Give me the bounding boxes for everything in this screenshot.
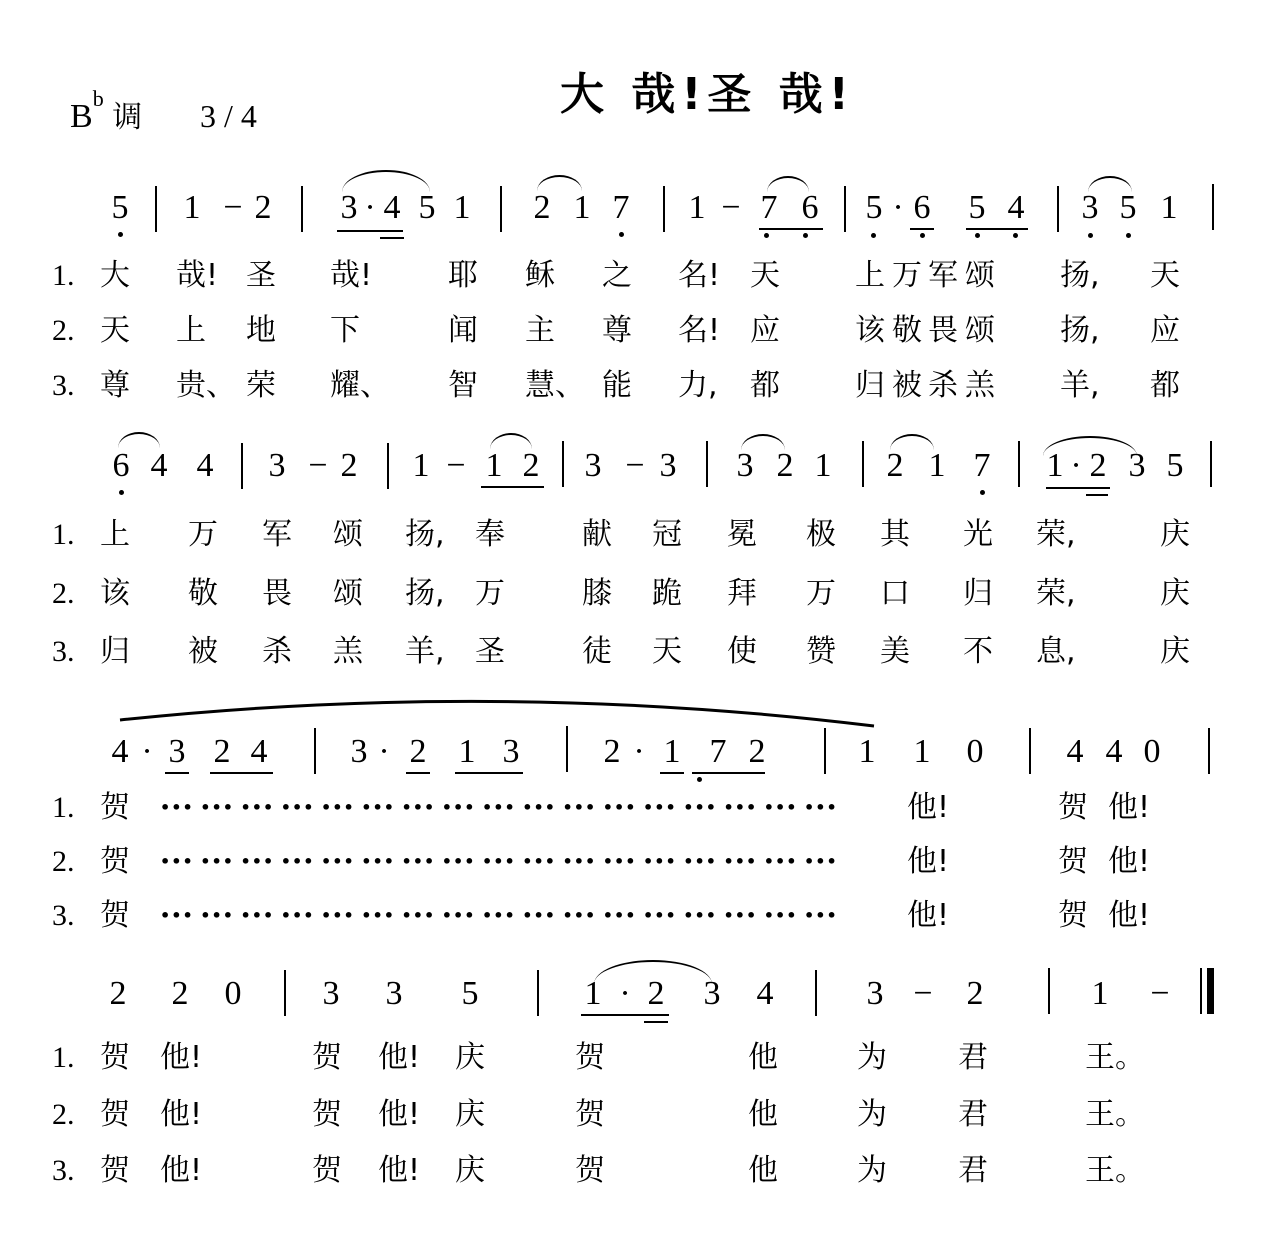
lyric: 军 <box>262 517 292 552</box>
underline <box>406 772 430 774</box>
barline <box>824 728 826 774</box>
lyric: 畏 <box>262 576 292 611</box>
lyric: 贺 <box>100 844 130 879</box>
lyric: 下 <box>330 313 360 348</box>
lyric: 王。 <box>1085 1153 1145 1188</box>
lyric: 为 <box>857 1040 887 1075</box>
underline <box>644 1021 668 1023</box>
lyric: 上 <box>855 258 885 293</box>
dot-augment: · <box>633 733 645 770</box>
underline <box>692 772 765 774</box>
lyric: 君 <box>958 1153 988 1188</box>
note: 5 <box>1119 189 1137 226</box>
lyric: 圣 <box>246 258 276 293</box>
note: 6 <box>801 189 819 226</box>
lyric: 万 <box>892 258 922 293</box>
lyric: 稣 <box>525 258 555 293</box>
lyric: 荣, <box>1036 576 1076 611</box>
note: 2 <box>647 975 665 1012</box>
verse-number: 1. <box>52 1041 75 1074</box>
low-octave-dot <box>920 233 925 238</box>
lyric: 颂 <box>333 517 363 552</box>
note: 2 <box>409 733 427 770</box>
barline <box>314 728 316 774</box>
lyric: 耶 <box>448 258 478 293</box>
note: 3 <box>168 733 186 770</box>
verse-number: 2. <box>52 577 75 610</box>
underline <box>455 772 523 774</box>
barline <box>1018 441 1020 487</box>
lyric: 庆 <box>1160 576 1190 611</box>
underline <box>910 228 934 230</box>
note: 1 <box>1160 189 1178 226</box>
note: 4 <box>111 733 129 770</box>
melisma-dots: ••• ••• ••• ••• ••• ••• ••• ••• ••• ••• ••• ••• ••• ••• ••• ••• ••• <box>160 852 838 871</box>
lyric: 献 <box>582 517 612 552</box>
lyric: 贵、 <box>176 368 236 403</box>
lyric: 其 <box>880 517 910 552</box>
low-octave-dot <box>619 232 624 237</box>
key-suffix: 调 <box>112 100 143 135</box>
note: 1 <box>573 189 591 226</box>
note: 2 <box>603 733 621 770</box>
note: 4 <box>150 447 168 484</box>
note: 6 <box>112 447 130 484</box>
note: 1 <box>584 975 602 1012</box>
barline <box>301 186 303 232</box>
underline <box>1046 487 1110 489</box>
lyric: 杀 <box>262 634 292 669</box>
low-octave-dot <box>1088 233 1093 238</box>
note: 3 <box>322 975 340 1012</box>
verse-number: 1. <box>52 259 75 292</box>
underline <box>380 237 404 239</box>
melisma-dots: ••• ••• ••• ••• ••• ••• ••• ••• ••• ••• ••• ••• ••• ••• ••• ••• ••• <box>160 798 838 817</box>
note: 3 <box>1128 447 1146 484</box>
note: 3 <box>659 447 677 484</box>
lyric: 荣, <box>1036 517 1076 552</box>
lyric: 主 <box>525 313 555 348</box>
note: 3 <box>866 975 884 1012</box>
note: 2 <box>776 447 794 484</box>
underline <box>759 228 823 230</box>
lyric: 庆 <box>455 1097 485 1132</box>
lyric: 天 <box>100 313 130 348</box>
lyric: 贺 <box>312 1097 342 1132</box>
lyric: 庆 <box>1160 634 1190 669</box>
lyric: 他! <box>907 790 950 825</box>
dot-augment: · <box>141 733 153 770</box>
note: 6 <box>913 189 931 226</box>
lyric: 贺 <box>312 1040 342 1075</box>
note: 2 <box>340 447 358 484</box>
note: 1 <box>183 189 201 226</box>
low-octave-dot <box>803 233 808 238</box>
lyric: 君 <box>958 1097 988 1132</box>
note: 7 <box>612 189 630 226</box>
lyric: 他! <box>378 1153 421 1188</box>
lyric: 被 <box>892 368 922 403</box>
note: 3 <box>584 447 602 484</box>
lyric: 颂 <box>333 576 363 611</box>
note: 7 <box>973 447 991 484</box>
note: 1 <box>688 189 706 226</box>
lyric: 贺 <box>575 1153 605 1188</box>
lyric: 他! <box>378 1040 421 1075</box>
barline <box>500 186 502 232</box>
lyric: 万 <box>475 576 505 611</box>
rest: 0 <box>1143 733 1161 770</box>
lyric: 闻 <box>448 313 478 348</box>
note: 5 <box>461 975 479 1012</box>
lyric: 羔 <box>333 634 363 669</box>
low-octave-dot <box>975 233 980 238</box>
lyric: 归 <box>855 368 885 403</box>
lyric: 上 <box>176 313 206 348</box>
verse-number: 2. <box>52 1098 75 1131</box>
lyric: 贺 <box>100 790 130 825</box>
note: 7 <box>760 189 778 226</box>
lyric: 哉! <box>176 258 219 293</box>
verse-number: 3. <box>52 899 75 932</box>
lyric: 他! <box>160 1153 203 1188</box>
lyric: 他! <box>378 1097 421 1132</box>
lyric: 之 <box>602 258 632 293</box>
barline <box>1048 968 1050 1014</box>
underline <box>481 486 544 488</box>
barline <box>562 441 564 487</box>
note: 4 <box>250 733 268 770</box>
lyric: 贺 <box>312 1153 342 1188</box>
lyric: 敬 <box>188 576 218 611</box>
lyric: 羔 <box>965 368 995 403</box>
lyric: 杀 <box>928 368 958 403</box>
note: 4 <box>1105 733 1123 770</box>
note: 4 <box>196 447 214 484</box>
dash: − <box>223 189 243 226</box>
lyric: 王。 <box>1085 1040 1145 1075</box>
lyric: 王。 <box>1085 1097 1145 1132</box>
lyric: 他 <box>748 1040 778 1075</box>
lyric: 不 <box>963 634 993 669</box>
note: 2 <box>1089 447 1107 484</box>
lyric: 为 <box>857 1153 887 1188</box>
note: 1 <box>858 733 876 770</box>
verse-number: 1. <box>52 791 75 824</box>
barline <box>566 726 568 772</box>
note: 5 <box>111 189 129 226</box>
verse-number: 2. <box>52 845 75 878</box>
lyric: 庆 <box>1160 517 1190 552</box>
barline <box>663 186 665 232</box>
lyric: 荣 <box>246 368 276 403</box>
lyric: 贺 <box>1058 844 1088 879</box>
note: 2 <box>533 189 551 226</box>
barline <box>155 186 157 232</box>
lyric: 羊, <box>405 634 445 669</box>
low-octave-dot <box>119 490 124 495</box>
note: 3 <box>502 733 520 770</box>
note: 3 <box>1081 189 1099 226</box>
lyric: 冕 <box>727 517 757 552</box>
barline <box>844 186 846 232</box>
barline <box>1029 728 1031 774</box>
verse-number: 3. <box>52 369 75 402</box>
lyric: 颂 <box>965 313 995 348</box>
underline <box>660 772 684 774</box>
barline <box>387 443 389 489</box>
note: 1 <box>814 447 832 484</box>
note: 2 <box>886 447 904 484</box>
lyric: 上 <box>100 517 130 552</box>
note: 3 <box>340 189 358 226</box>
note: 1 <box>412 447 430 484</box>
note: 3 <box>350 733 368 770</box>
lyric: 应 <box>750 313 780 348</box>
lyric: 他! <box>1108 898 1151 933</box>
rest: 0 <box>966 733 984 770</box>
dash: − <box>1150 975 1170 1012</box>
lyric: 息, <box>1036 634 1076 669</box>
underline <box>1086 494 1108 496</box>
note: 1 <box>928 447 946 484</box>
note: 2 <box>522 447 540 484</box>
dot-augment: · <box>1070 447 1082 484</box>
lyric: 贺 <box>100 1153 130 1188</box>
lyric: 他! <box>160 1097 203 1132</box>
lyric: 君 <box>958 1040 988 1075</box>
lyric: 归 <box>963 576 993 611</box>
long-slur <box>118 690 878 730</box>
note: 7 <box>709 733 727 770</box>
lyric: 天 <box>652 634 682 669</box>
lyric: 尊 <box>100 368 130 403</box>
lyric: 大 <box>100 258 130 293</box>
verse-number: 3. <box>52 1154 75 1187</box>
note: 2 <box>109 975 127 1012</box>
lyric: 冠 <box>652 517 682 552</box>
lyric: 他! <box>907 844 950 879</box>
lyric: 庆 <box>455 1153 485 1188</box>
dot-augment: · <box>378 733 390 770</box>
note: 4 <box>1066 733 1084 770</box>
lyric: 颂 <box>965 258 995 293</box>
lyric: 贺 <box>575 1040 605 1075</box>
lyric: 他! <box>160 1040 203 1075</box>
note: 1 <box>458 733 476 770</box>
barline <box>815 970 817 1016</box>
dash: − <box>913 975 933 1012</box>
note: 2 <box>966 975 984 1012</box>
lyric: 他 <box>748 1097 778 1132</box>
note: 5 <box>968 189 986 226</box>
note: 1 <box>1091 975 1109 1012</box>
lyric: 使 <box>727 634 757 669</box>
note: 1 <box>1046 447 1064 484</box>
low-octave-dot <box>1126 233 1131 238</box>
underline <box>165 772 189 774</box>
underline <box>337 230 403 232</box>
lyric: 光 <box>963 517 993 552</box>
melisma-dots: ••• ••• ••• ••• ••• ••• ••• ••• ••• ••• ••• ••• ••• ••• ••• ••• ••• <box>160 906 838 925</box>
barline <box>537 970 539 1016</box>
underline <box>581 1014 669 1016</box>
note: 5 <box>865 189 883 226</box>
note: 4 <box>383 189 401 226</box>
note: 3 <box>703 975 721 1012</box>
lyric: 能 <box>602 368 632 403</box>
lyric: 跪 <box>652 576 682 611</box>
lyric: 智 <box>448 368 478 403</box>
barline <box>284 970 286 1016</box>
underline <box>210 772 273 774</box>
note: 3 <box>385 975 403 1012</box>
dash: − <box>308 447 328 484</box>
lyric: 地 <box>246 313 276 348</box>
dot-augment: · <box>619 975 631 1012</box>
lyric: 尊 <box>602 313 632 348</box>
key-letter: B <box>70 98 93 135</box>
lyric: 他! <box>1108 844 1151 879</box>
lyric: 万 <box>806 576 836 611</box>
lyric: 万 <box>188 517 218 552</box>
barline <box>706 441 708 487</box>
note: 3 <box>736 447 754 484</box>
lyric: 都 <box>1150 368 1180 403</box>
barline <box>1208 728 1210 774</box>
verse-number: 2. <box>52 314 75 347</box>
lyric: 耀、 <box>330 368 390 403</box>
lyric: 天 <box>1150 258 1180 293</box>
lyric: 贺 <box>100 898 130 933</box>
dash: − <box>625 447 645 484</box>
lyric: 圣 <box>475 634 505 669</box>
lyric: 极 <box>806 517 836 552</box>
lyric: 名! <box>678 258 721 293</box>
rest: 0 <box>224 975 242 1012</box>
lyric: 他! <box>1108 790 1151 825</box>
note: 2 <box>213 733 231 770</box>
note: 1 <box>453 189 471 226</box>
dot-augment: · <box>892 189 904 226</box>
lyric: 该 <box>100 576 130 611</box>
underline <box>966 228 1028 230</box>
lyric: 天 <box>750 258 780 293</box>
lyric: 他! <box>907 898 950 933</box>
low-octave-dot <box>697 777 702 782</box>
lyric: 徒 <box>582 634 612 669</box>
note: 5 <box>418 189 436 226</box>
final-barline-thin <box>1200 968 1202 1014</box>
key-signature <box>70 86 143 136</box>
time-signature: 3 / 4 <box>200 98 257 134</box>
lyric: 扬, <box>405 517 445 552</box>
dot-augment: · <box>364 189 376 226</box>
lyric: 该 <box>855 313 885 348</box>
note: 4 <box>756 975 774 1012</box>
lyric: 赞 <box>806 634 836 669</box>
verse-number: 3. <box>52 635 75 668</box>
dash: − <box>446 447 466 484</box>
lyric: 扬, <box>1060 258 1100 293</box>
lyric: 拜 <box>727 576 757 611</box>
barline <box>1212 184 1214 230</box>
lyric: 敬 <box>892 313 922 348</box>
barline <box>862 441 864 487</box>
lyric: 都 <box>750 368 780 403</box>
note: 2 <box>748 733 766 770</box>
flat-sign: b <box>92 86 104 111</box>
page-title: 大 哉!圣 哉! <box>560 69 855 120</box>
lyric: 力, <box>678 368 718 403</box>
verse-number: 1. <box>52 518 75 551</box>
lyric: 慧、 <box>525 368 585 403</box>
note: 4 <box>1007 189 1025 226</box>
lyric: 口 <box>880 576 910 611</box>
low-octave-dot <box>1013 233 1018 238</box>
note: 2 <box>171 975 189 1012</box>
lyric: 扬, <box>405 576 445 611</box>
dash: − <box>721 189 741 226</box>
lyric: 膝 <box>582 576 612 611</box>
lyric: 美 <box>880 634 910 669</box>
lyric: 名! <box>678 313 721 348</box>
lyric: 贺 <box>575 1097 605 1132</box>
lyric: 被 <box>188 634 218 669</box>
lyric: 哉! <box>330 258 373 293</box>
note: 3 <box>268 447 286 484</box>
lyric: 归 <box>100 634 130 669</box>
lyric: 应 <box>1150 313 1180 348</box>
note: 1 <box>913 733 931 770</box>
final-barline-thick <box>1207 968 1214 1014</box>
note: 1 <box>485 447 503 484</box>
note: 2 <box>254 189 272 226</box>
lyric: 奉 <box>475 517 505 552</box>
lyric: 军 <box>928 258 958 293</box>
lyric: 贺 <box>100 1040 130 1075</box>
lyric: 羊, <box>1060 368 1100 403</box>
note: 1 <box>663 733 681 770</box>
lyric: 扬, <box>1060 313 1100 348</box>
barline <box>1210 441 1212 487</box>
lyric: 贺 <box>100 1097 130 1132</box>
lyric: 贺 <box>1058 898 1088 933</box>
low-octave-dot <box>118 232 123 237</box>
lyric: 畏 <box>928 313 958 348</box>
lyric: 庆 <box>455 1040 485 1075</box>
note: 5 <box>1166 447 1184 484</box>
low-octave-dot <box>980 490 985 495</box>
lyric: 为 <box>857 1097 887 1132</box>
low-octave-dot <box>871 233 876 238</box>
barline <box>241 443 243 489</box>
low-octave-dot <box>764 233 769 238</box>
lyric: 他 <box>748 1153 778 1188</box>
lyric: 贺 <box>1058 790 1088 825</box>
barline <box>1057 186 1059 232</box>
